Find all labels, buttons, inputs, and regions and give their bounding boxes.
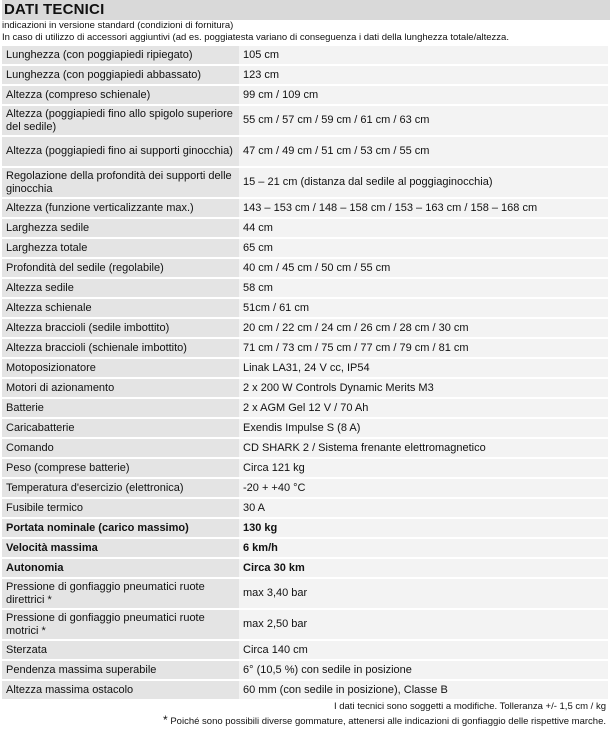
spec-row	[2, 137, 608, 166]
title-bar	[2, 0, 610, 20]
spec-label: Velocità massima	[2, 539, 239, 557]
spec-value: Exendis Impulse S (8 A)	[239, 419, 608, 437]
spec-label: Temperatura d'esercizio (elettronica)	[2, 479, 239, 497]
spec-value: 6° (10,5 %) con sedile in posizione	[239, 661, 608, 679]
spec-value: 44 cm	[239, 219, 608, 237]
spec-row	[2, 519, 608, 537]
spec-value: max 3,40 bar	[239, 579, 608, 608]
spec-label: Pressione di gonfiaggio pneumatici ruote motrici *	[2, 610, 239, 639]
spec-label: Altezza schienale	[2, 299, 239, 317]
spec-row	[2, 259, 608, 277]
spec-label: Peso (comprese batterie)	[2, 459, 239, 477]
spec-row	[2, 379, 608, 397]
spec-label: Profondità del sedile (regolabile)	[2, 259, 239, 277]
spec-value: 2 x AGM Gel 12 V / 70 Ah	[239, 399, 608, 417]
spec-label: Regolazione della profondità dei supporti delle ginocchia	[2, 168, 239, 197]
spec-label: Caricabatterie	[2, 419, 239, 437]
spec-value: Circa 140 cm	[239, 641, 608, 659]
spec-row	[2, 86, 608, 104]
spec-row	[2, 661, 608, 679]
spec-value: 20 cm / 22 cm / 24 cm / 26 cm / 28 cm / 30 cm	[239, 319, 608, 337]
spec-value: 15 – 21 cm (distanza dal sedile al poggiaginocchia)	[239, 168, 608, 197]
spec-row	[2, 66, 608, 84]
spec-value: 6 km/h	[239, 539, 608, 557]
tire-note	[0, 714, 612, 729]
spec-row	[2, 681, 608, 699]
spec-label: Altezza braccioli (sedile imbottito)	[2, 319, 239, 337]
spec-label: Larghezza sedile	[2, 219, 239, 237]
spec-label: Motoposizionatore	[2, 359, 239, 377]
spec-label: Altezza (funzione verticalizzante max.)	[2, 199, 239, 217]
spec-row	[2, 579, 608, 608]
spec-value: 99 cm / 109 cm	[239, 86, 608, 104]
spec-value: Circa 121 kg	[239, 459, 608, 477]
spec-value: max 2,50 bar	[239, 610, 608, 639]
spec-value: 71 cm / 73 cm / 75 cm / 77 cm / 79 cm / 81 cm	[239, 339, 608, 357]
spec-label: Lunghezza (con poggiapiedi ripiegato)	[2, 46, 239, 64]
spec-label: Larghezza totale	[2, 239, 239, 257]
spec-label: Lunghezza (con poggiapiedi abbassato)	[2, 66, 239, 84]
spec-label: Sterzata	[2, 641, 239, 659]
spec-label: Motori di azionamento	[2, 379, 239, 397]
specs-table	[2, 44, 608, 701]
spec-value: 123 cm	[239, 66, 608, 84]
spec-value: 130 kg	[239, 519, 608, 537]
spec-row	[2, 219, 608, 237]
spec-value: 105 cm	[239, 46, 608, 64]
spec-row	[2, 339, 608, 357]
tolerance-note: I dati tecnici sono soggetti a modifiche. Tolleranza +/- 1,5 cm / kg	[333, 701, 606, 712]
spec-value: CD SHARK 2 / Sistema frenante elettromagnetico	[239, 439, 608, 457]
spec-label: Altezza braccioli (schienale imbottito)	[2, 339, 239, 357]
spec-row	[2, 46, 608, 64]
spec-value: 65 cm	[239, 239, 608, 257]
tire-note-text: Poiché sono possibili diverse gommature, attenersi alle indicazioni di gonfiaggio delle rispettive marche.	[167, 715, 606, 727]
spec-value: 2 x 200 W Controls Dynamic Merits M3	[239, 379, 608, 397]
spec-row	[2, 539, 608, 557]
spec-label: Altezza (poggiapiedi fino allo spigolo superiore del sedile)	[2, 106, 239, 135]
spec-value: -20 + +40 °C	[239, 479, 608, 497]
spec-row	[2, 319, 608, 337]
spec-value: Linak LA31, 24 V cc, IP54	[239, 359, 608, 377]
specs-table-body	[2, 46, 608, 699]
spec-row	[2, 559, 608, 577]
footnote-asterisk: *	[163, 712, 168, 727]
spec-row	[2, 359, 608, 377]
spec-row	[2, 399, 608, 417]
spec-row	[2, 279, 608, 297]
spec-row	[2, 459, 608, 477]
spec-value: 60 mm (con sedile in posizione), Classe B	[239, 681, 608, 699]
spec-label: Autonomia	[2, 559, 239, 577]
spec-label: Batterie	[2, 399, 239, 417]
spec-label: Portata nominale (carico massimo)	[2, 519, 239, 537]
spec-value: 55 cm / 57 cm / 59 cm / 61 cm / 63 cm	[239, 106, 608, 135]
spec-row	[2, 299, 608, 317]
spec-label: Fusibile termico	[2, 499, 239, 517]
spec-row	[2, 106, 608, 135]
spec-row	[2, 168, 608, 197]
spec-value: 30 A	[239, 499, 608, 517]
spec-label: Altezza sedile	[2, 279, 239, 297]
spec-label: Pressione di gonfiaggio pneumatici ruote direttrici *	[2, 579, 239, 608]
standard-version-note: indicazioni in versione standard (condizioni di fornitura)	[2, 20, 234, 31]
spec-row	[2, 641, 608, 659]
page-title: DATI TECNICI	[4, 1, 105, 18]
spec-row	[2, 419, 608, 437]
spec-row	[2, 610, 608, 639]
spec-label: Altezza (compreso schienale)	[2, 86, 239, 104]
spec-row	[2, 499, 608, 517]
spec-label: Altezza (poggiapiedi fino ai supporti ginocchia)	[2, 137, 239, 166]
accessories-note: In caso di utilizzo di accessori aggiuntivi (ad es. poggiatesta variano di conseguenza i dati della lunghezza totale/altezza.	[2, 32, 509, 43]
spec-label: Altezza massima ostacolo	[2, 681, 239, 699]
spec-label: Pendenza massima superabile	[2, 661, 239, 679]
spec-row	[2, 239, 608, 257]
spec-value: 47 cm / 49 cm / 51 cm / 53 cm / 55 cm	[239, 137, 608, 166]
spec-value: 58 cm	[239, 279, 608, 297]
spec-label: Comando	[2, 439, 239, 457]
spec-value: 40 cm / 45 cm / 50 cm / 55 cm	[239, 259, 608, 277]
spec-value: 51cm / 61 cm	[239, 299, 608, 317]
spec-row	[2, 439, 608, 457]
spec-row	[2, 199, 608, 217]
spec-row	[2, 479, 608, 497]
spec-value: Circa 30 km	[239, 559, 608, 577]
spec-value: 143 – 153 cm / 148 – 158 cm / 153 – 163 cm / 158 – 168 cm	[239, 199, 608, 217]
